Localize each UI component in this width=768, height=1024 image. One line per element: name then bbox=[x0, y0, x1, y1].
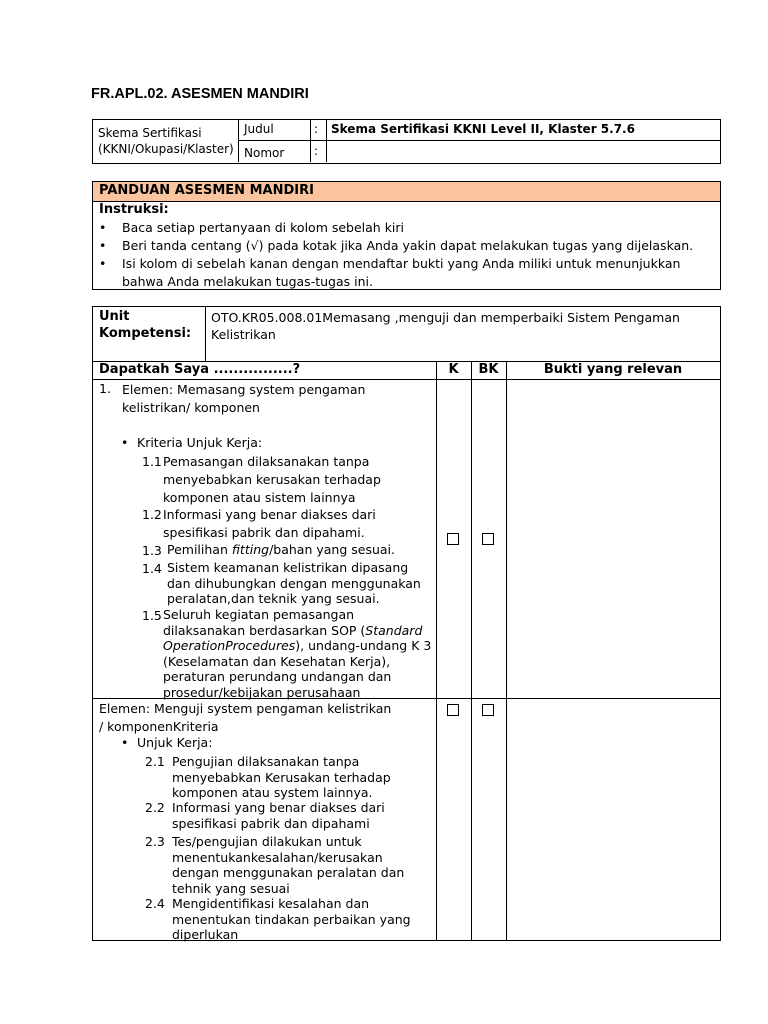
criteria-text: Mengidentifikasi kesalahan dan menentukan tindakan perbaikan yang diperlukan bbox=[172, 896, 411, 942]
panduan-heading: PANDUAN ASESMEN MANDIRI bbox=[93, 182, 720, 202]
criteria-number: 2.3 bbox=[145, 834, 165, 849]
bukti-cell[interactable] bbox=[507, 380, 720, 698]
k-checkbox[interactable] bbox=[447, 533, 459, 545]
bk-checkbox[interactable] bbox=[482, 533, 494, 545]
instruction-item: • Baca setiap pertanyaan di kolom sebelah kiri bbox=[99, 220, 405, 235]
col-bukti: Bukti yang relevan bbox=[543, 362, 683, 377]
instruksi-label: Instruksi: bbox=[99, 202, 169, 217]
bullet-icon: • bbox=[99, 238, 107, 253]
judul-colon: : bbox=[314, 122, 319, 136]
elemen-number: 1. bbox=[99, 381, 111, 396]
criteria-text: Seluruh kegiatan pemasangan dilaksanakan berdasarkan SOP (Standard OperationProcedures), undang-undang K 3 (Keselamatan dan Kesehatan Kerja), peraturan perundang undangan dan prosedur/kebijakan perusahaan bbox=[163, 607, 432, 700]
col-bk: BK bbox=[478, 362, 499, 377]
judul-label: Judul bbox=[244, 122, 274, 136]
criteria-text: Pemasangan dilaksanakan tanpa menyebabkan kerusakan terhadap komponen atau sistem lainnya bbox=[163, 454, 381, 505]
unit-value: OTO.KR05.008.01Memasang ,menguji dan memperbaiki Sistem Pengaman Kelistrikan bbox=[211, 310, 680, 342]
k-checkbox[interactable] bbox=[447, 704, 459, 716]
elemen2-title: Elemen: Menguji system pengaman kelistrikan / komponenKriteria bbox=[99, 701, 392, 734]
criteria-number: 1.4 bbox=[142, 561, 162, 576]
criteria-number: 1.3 bbox=[142, 543, 162, 558]
judul-value: Skema Sertifikasi KKNI Level II, Klaster 5.7.6 bbox=[331, 122, 635, 136]
col-question: Dapatkah Saya ................? bbox=[99, 362, 301, 377]
criteria-text: Pemilihan fitting/bahan yang sesuai. bbox=[167, 542, 395, 557]
scheme-label: Skema Sertifikasi (KKNI/Okupasi/Klaster) bbox=[98, 126, 234, 157]
criteria-text: Informasi yang benar diakses dari spesifikasi pabrik dan dipahami bbox=[172, 800, 385, 831]
instruction-item: • Isi kolom di sebelah kanan dengan mendaftar bukti yang Anda miliki untuk menunjukkan bahwa Anda melakukan tugas-tugas ini. bbox=[99, 256, 681, 289]
bullet-icon: • bbox=[121, 735, 129, 750]
instruction-item: • Beri tanda centang (√) pada kotak jika Anda yakin dapat melakukan tugas yang dijelaskan. bbox=[99, 238, 694, 253]
criteria-number: 2.4 bbox=[145, 896, 165, 911]
unit-label: Unit Kompetensi: bbox=[99, 309, 192, 341]
criteria-number: 1.1 bbox=[142, 454, 162, 469]
scheme-table bbox=[92, 119, 721, 164]
bk-checkbox[interactable] bbox=[482, 704, 494, 716]
unit-table bbox=[92, 306, 721, 941]
document-title: FR.APL.02. ASESMEN MANDIRI bbox=[91, 86, 309, 102]
bullet-icon: • bbox=[99, 220, 107, 235]
criteria-text: Tes/pengujian dilakukan untuk menentukankesalahan/kerusakan dengan menggunakan peralatan dan tehnik yang sesuai bbox=[172, 834, 405, 896]
criteria-text: Pengujian dilaksanakan tanpa menyebabkan Kerusakan terhadap komponen atau system lainnya. bbox=[172, 754, 391, 800]
col-k: K bbox=[448, 362, 459, 377]
nomor-label: Nomor bbox=[244, 146, 285, 160]
elemen1-title: Elemen: Memasang system pengaman kelistrikan/ komponen bbox=[122, 382, 366, 415]
nomor-colon: : bbox=[314, 144, 319, 158]
criteria-number: 1.5 bbox=[142, 608, 162, 623]
criteria-text: Informasi yang benar diakses dari spesifikasi pabrik dan dipahami. bbox=[163, 507, 376, 540]
kuk-label: Kriteria Unjuk Kerja: bbox=[137, 435, 263, 450]
criteria-number: 1.2 bbox=[142, 507, 162, 522]
bullet-icon: • bbox=[99, 256, 107, 271]
criteria-text: Sistem keamanan kelistrikan dipasang dan dihubungkan dengan menggunakan peralatan,dan teknik yang sesuai. bbox=[167, 560, 421, 606]
bukti-cell[interactable] bbox=[507, 699, 720, 940]
criteria-number: 2.2 bbox=[145, 800, 165, 815]
instruction-list bbox=[93, 219, 712, 291]
kuk-label: Unjuk Kerja: bbox=[137, 735, 213, 750]
bullet-icon: • bbox=[121, 435, 129, 450]
panduan-table bbox=[92, 181, 721, 290]
criteria-number: 2.1 bbox=[145, 754, 165, 769]
